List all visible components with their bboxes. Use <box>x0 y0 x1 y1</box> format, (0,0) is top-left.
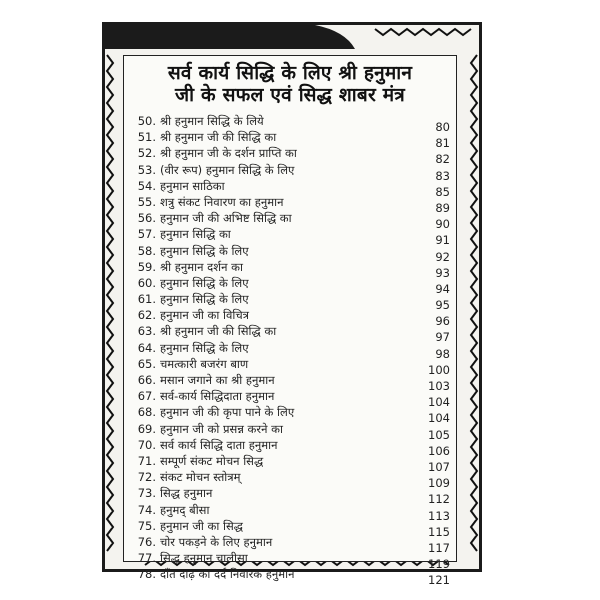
title-line-2: जी के सफल एवं सिद्ध शाबर मंत्र <box>174 84 405 106</box>
toc-entry <box>130 567 452 588</box>
title-line-1: सर्व कार्य सिद्धि के लिए श्री हनुमान <box>167 62 413 84</box>
toc-entry <box>130 324 452 345</box>
entry-page-number: 117 <box>428 540 450 555</box>
entry-number: 76. <box>137 534 156 549</box>
toc-entry <box>130 114 452 134</box>
toc-entry <box>130 308 452 329</box>
toc-entry <box>130 518 452 539</box>
entry-number: 53. <box>137 162 156 177</box>
entry-number: 56. <box>137 211 156 226</box>
entry-title: चोर पकड़ने के लिए हनुमान <box>160 534 273 549</box>
toc-entry <box>130 502 452 523</box>
page-title <box>124 62 456 106</box>
entry-page-number: 82 <box>435 152 450 167</box>
entry-title: सर्व कार्य सिद्धि दाता हनुमान <box>160 437 278 452</box>
entry-number: 64. <box>137 340 156 355</box>
entry-title: हनुमान जी को प्रसन्न करने का <box>160 421 283 436</box>
entry-number: 60. <box>137 275 156 290</box>
entry-number: 70. <box>137 437 156 452</box>
entry-page-number: 113 <box>428 508 450 523</box>
entry-page-number: 106 <box>428 443 450 458</box>
entry-number: 68. <box>137 405 156 420</box>
entry-title: सिद्ध हनुमान <box>160 486 213 501</box>
entry-number: 69. <box>137 421 156 436</box>
entry-title: हनुमान जी का विचित्र <box>160 308 250 323</box>
entry-page-number: 89 <box>435 200 450 215</box>
entry-title: संकट मोचन स्तोत्रम् <box>160 470 241 485</box>
toc-entry <box>130 470 452 491</box>
entry-number: 52. <box>137 146 156 161</box>
entry-title: हनुमान सिद्धि के लिए <box>160 275 249 290</box>
entry-title: हनुमान जी का सिद्ध <box>160 518 243 533</box>
toc-entry <box>130 275 452 296</box>
entry-number: 62. <box>137 308 156 323</box>
entry-page-number: 121 <box>428 573 450 588</box>
entry-title: हनुमान सिद्धि का <box>160 227 231 242</box>
entry-page-number: 83 <box>435 168 450 183</box>
entry-title: (वीर रूप) हनुमान सिद्धि के लिए <box>160 162 295 177</box>
entry-page-number: 81 <box>435 136 450 151</box>
entry-title: सिद्ध हनुमान चालीसा <box>160 551 248 566</box>
entry-number: 59. <box>137 259 156 274</box>
entry-number: 71. <box>137 453 156 468</box>
entry-page-number: 80 <box>435 120 450 134</box>
toc-entry <box>130 259 452 280</box>
entry-number: 65. <box>137 356 156 371</box>
book-page <box>102 22 482 588</box>
entry-page-number: 92 <box>435 249 450 264</box>
entry-number: 75. <box>137 518 156 533</box>
toc-entry <box>130 162 452 183</box>
toc-entry <box>130 243 452 264</box>
entry-page-number: 98 <box>435 346 450 361</box>
toc-entry <box>130 356 452 377</box>
entry-page-number: 94 <box>435 281 450 296</box>
entry-number: 78. <box>137 567 156 582</box>
entry-page-number: 85 <box>435 184 450 199</box>
entry-title: मसान जगाने का श्री हनुमान <box>160 373 275 387</box>
entry-number: 74. <box>137 502 156 517</box>
toc-entry <box>130 373 452 393</box>
entry-number: 67. <box>137 389 156 404</box>
entry-page-number: 104 <box>428 411 450 426</box>
entry-number: 72. <box>137 470 156 485</box>
toc-entry <box>130 421 452 442</box>
toc-entry <box>130 486 452 507</box>
entry-page-number: 104 <box>428 395 450 410</box>
table-of-contents <box>130 114 452 588</box>
toc-entry <box>130 437 452 458</box>
toc-entry <box>130 405 452 426</box>
entry-title: चमत्कारी बजरंग बाण <box>160 356 249 371</box>
entry-page-number: 96 <box>435 314 450 329</box>
entry-title: हनुमान सिद्धि के लिए <box>160 340 249 355</box>
entry-page-number: 112 <box>428 492 450 507</box>
entry-page-number: 103 <box>428 379 450 393</box>
entry-number: 61. <box>137 292 156 307</box>
entry-number: 57. <box>137 227 156 242</box>
entry-page-number: 95 <box>435 298 450 313</box>
entry-page-number: 109 <box>428 476 450 491</box>
entry-title: सम्पूर्ण संकट मोचन सिद्ध <box>160 453 264 468</box>
contents-panel <box>123 55 457 588</box>
entry-title: श्री हनुमान सिद्धि के लिये <box>160 114 264 128</box>
entry-page-number: 91 <box>435 233 450 248</box>
entry-title: हनुमान जी की अभिष्ट सिद्धि का <box>160 211 292 226</box>
entry-page-number: 107 <box>428 459 450 474</box>
entry-number: 66. <box>137 373 156 387</box>
toc-entry <box>130 292 452 313</box>
entry-title: हनुमान जी की कृपा पाने के लिए <box>160 405 295 420</box>
entry-title: हनुमान सिद्धि के लिए <box>160 243 249 258</box>
entry-number: 58. <box>137 243 156 258</box>
toc-entry <box>130 551 452 572</box>
entry-title: श्री हनुमान जी की सिद्धि का <box>160 130 277 145</box>
entry-title: दाँत दाढ़ का दर्द निवारक हनुमान <box>160 567 295 582</box>
toc-entry <box>130 389 452 410</box>
entry-page-number: 119 <box>428 557 450 572</box>
toc-entry <box>130 178 452 199</box>
entry-title: श्री हनुमान जी की सिद्धि का <box>160 324 277 339</box>
toc-entry <box>130 194 452 215</box>
entry-title: श्री हनुमान दर्शन का <box>160 259 243 274</box>
entry-page-number: 100 <box>428 362 450 377</box>
entry-number: 51. <box>137 130 156 145</box>
entry-page-number: 93 <box>435 265 450 280</box>
entry-number: 77. <box>137 551 156 566</box>
toc-entry <box>130 146 452 167</box>
entry-page-number: 105 <box>428 427 450 442</box>
toc-entry <box>130 453 452 474</box>
toc-entry <box>130 534 452 555</box>
toc-entry <box>130 340 452 361</box>
entry-page-number: 115 <box>428 524 450 539</box>
entry-number: 50. <box>137 114 156 128</box>
entry-title: सर्व-कार्य सिद्धिदाता हनुमान <box>160 389 275 404</box>
toc-entry <box>130 130 452 151</box>
entry-number: 54. <box>137 178 156 193</box>
entry-number: 63. <box>137 324 156 339</box>
entry-number: 55. <box>137 194 156 209</box>
toc-entry <box>130 227 452 248</box>
entry-number: 73. <box>137 486 156 501</box>
entry-title: श्री हनुमान जी के दर्शन प्राप्ति का <box>160 146 297 161</box>
entry-title: हनुमान साठिका <box>160 178 225 193</box>
entry-page-number: 90 <box>435 217 450 232</box>
entry-title: हनुमद् बीसा <box>160 502 210 517</box>
toc-entry <box>130 211 452 232</box>
entry-title: हनुमान सिद्धि के लिए <box>160 292 249 307</box>
entry-page-number: 97 <box>435 330 450 345</box>
entry-title: शत्रु संकट निवारण का हनुमान <box>160 194 284 209</box>
